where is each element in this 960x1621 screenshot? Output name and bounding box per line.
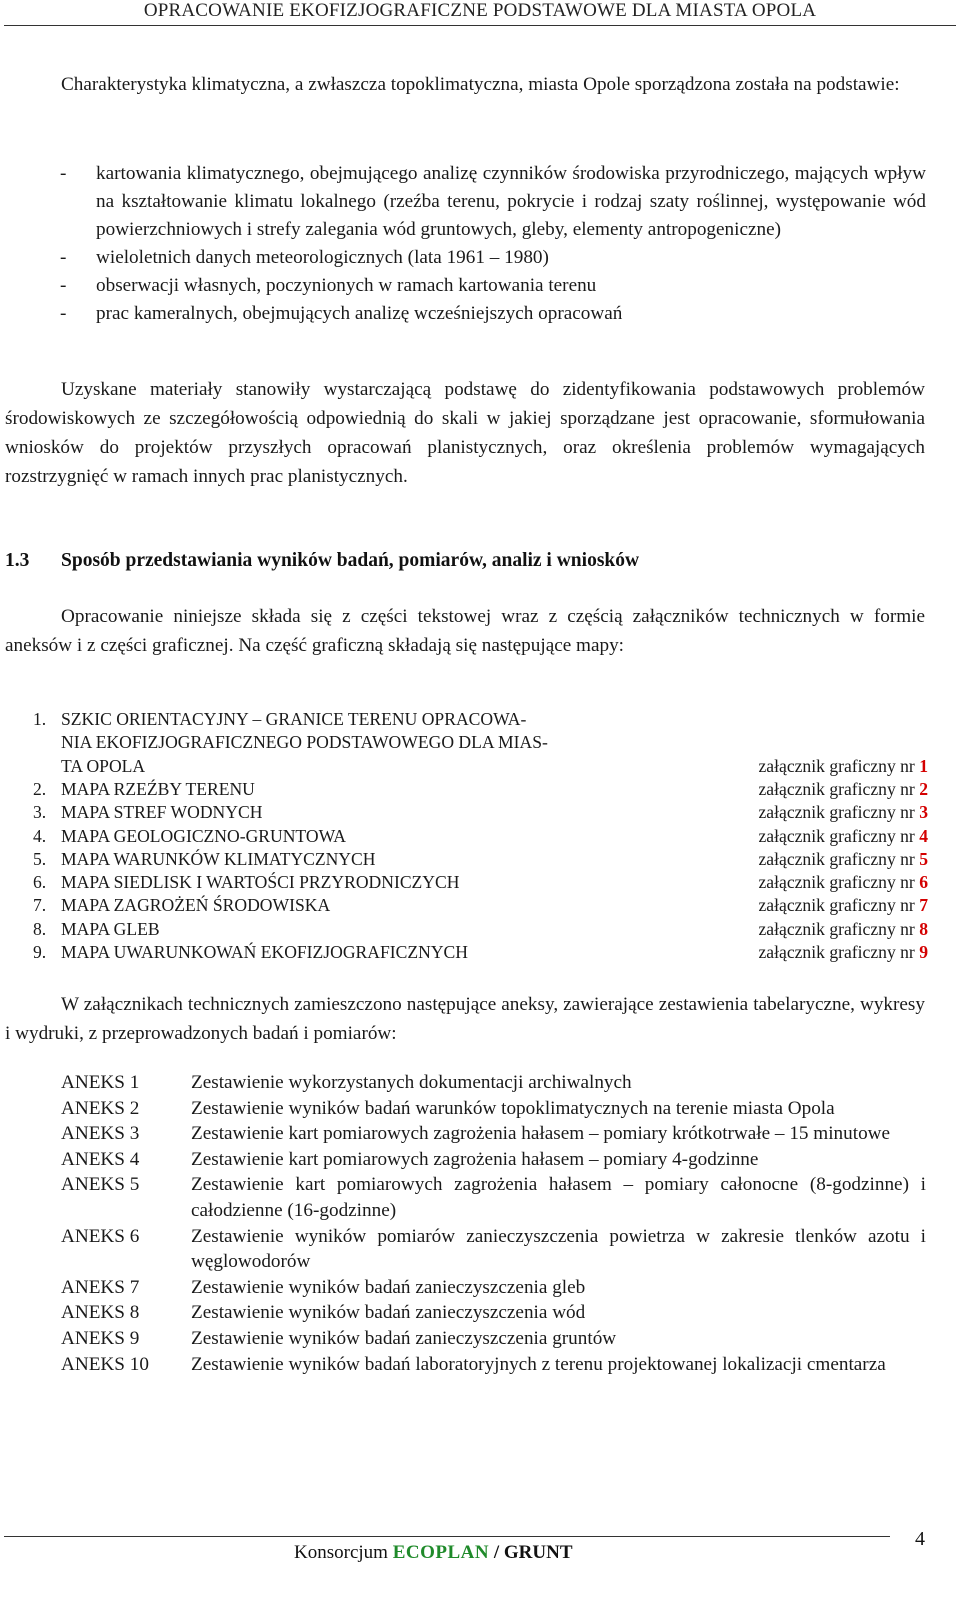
section-number: 1.3 — [5, 550, 30, 571]
annexes-intro-paragraph — [5, 990, 925, 1048]
map-item — [33, 708, 928, 778]
footer-prefix: Konsorcjum — [294, 1542, 388, 1563]
annex-label: ANEKS 2 — [61, 1097, 140, 1119]
map-ref-number: 4 — [919, 825, 928, 846]
map-ref-text: załącznik graficzny nr — [758, 942, 915, 963]
map-ref-number: 2 — [919, 779, 928, 799]
annex-text: Zestawienie wyników badań zanieczyszczenia gleb — [191, 1276, 586, 1298]
annex-item — [61, 1326, 926, 1352]
section-heading — [5, 546, 925, 576]
annex-item — [61, 1070, 926, 1096]
map-number: 7. — [33, 895, 47, 916]
sources-list — [60, 160, 926, 328]
map-title: MAPA ZAGROŻEŃ ŚRODOWISKA — [61, 895, 331, 916]
map-reference — [759, 871, 929, 894]
map-number: 1. — [33, 709, 47, 729]
map-title: MAPA GLEB — [61, 918, 160, 939]
map-number: 3. — [33, 802, 47, 823]
map-title-line: TA OPOLA — [61, 755, 146, 776]
map-reference — [759, 778, 929, 801]
annexes-list — [61, 1070, 926, 1377]
map-title: MAPA WARUNKÓW KLIMATYCZNYCH — [61, 848, 376, 869]
map-ref-number: 8 — [919, 918, 928, 939]
annex-item — [61, 1172, 926, 1223]
annex-text: Zestawienie kart pomiarowych zagrożenia hałasem – pomiary 4-godzinne — [191, 1148, 759, 1170]
map-ref-number: 3 — [919, 802, 928, 823]
map-number: 6. — [33, 872, 47, 893]
map-title — [61, 708, 651, 778]
section-title: Sposób przedstawiania wyników badań, pomiarów, analiz i wniosków — [61, 550, 640, 571]
annex-text: Zestawienie wyników badań zanieczyszczenia wód — [191, 1302, 586, 1324]
annex-item — [61, 1275, 926, 1301]
footer-brand-logo: ECOPLAN — [392, 1542, 490, 1563]
map-title: MAPA STREF WODNYCH — [61, 802, 263, 823]
list-item-text: kartowania klimatycznego, obejmującego analizę czynników środowiska przyrodniczego, mających wpływ na kształtowanie klimatu lokalnego (rzeźba terenu, pokrycie i rodzaj szaty roślinnej, występowanie wód powierzchniowych i strefy zalegania wód gruntowych, gleby, elementy antropogeniczne) — [96, 163, 926, 240]
list-item: - kartowania klimatycznego, obejmującego analizę czynników środowiska przyrodniczego, mających wpływ na kształtowanie klimatu lokalnego (rzeźba terenu, pokrycie i rodzaj szaty roślinnej, występowanie wód powierzchniowych i strefy zalegania wód gruntowych, gleby, elementy antropogeniczne) — [60, 163, 926, 240]
map-ref-text: załącznik graficzny nr — [758, 848, 915, 869]
composition-text: Opracowanie niniejsze składa się z części tekstowej wraz z częścią załączników technicznych w formie aneksów i z części graficznej. Na część graficzną składają się następujące mapy: — [5, 606, 925, 656]
map-item — [33, 894, 928, 917]
annex-label: ANEKS 6 — [61, 1225, 140, 1247]
footer — [294, 1540, 573, 1566]
map-ref-text: załącznik graficzny nr — [758, 802, 915, 823]
annex-label: ANEKS 1 — [61, 1072, 140, 1093]
map-ref-number: 7 — [919, 895, 928, 916]
intro-text: Charakterystyka klimatyczna, a zwłaszcza topoklimatyczna, miasta Opole sporządzona została na podstawie: — [61, 74, 900, 95]
annex-item — [61, 1300, 926, 1326]
list-item-text: prac kameralnych, obejmujących analizę wcześniejszych opracowań — [96, 303, 623, 324]
map-title-line: SZKIC ORIENTACYJNY – GRANICE TERENU OPRACOWA- — [61, 709, 527, 729]
annex-text: Zestawienie kart pomiarowych zagrożenia hałasem – pomiary całonocne (8-godzinne) i całodzienne (16-godzinne) — [191, 1174, 926, 1221]
map-reference — [759, 848, 929, 871]
header-rule — [4, 25, 956, 26]
annex-item — [61, 1147, 926, 1173]
footer-partner: GRUNT — [503, 1542, 573, 1563]
annex-label: ANEKS 4 — [61, 1148, 140, 1170]
annex-label: ANEKS 7 — [61, 1276, 140, 1298]
map-ref-number: 9 — [919, 942, 928, 963]
map-ref-number: 6 — [919, 872, 928, 893]
map-item — [33, 778, 928, 801]
composition-paragraph — [5, 602, 925, 660]
map-number: 2. — [33, 779, 47, 799]
map-ref-text: załącznik graficzny nr — [758, 825, 915, 846]
list-item: - wieloletnich danych meteorologicznych (lata 1961 – 1980) — [60, 247, 549, 268]
annex-text: Zestawienie wyników badań zanieczyszczenia gruntów — [191, 1327, 617, 1349]
map-title-line: NIA EKOFIZJOGRAFICZNEGO PODSTAWOWEGO DLA MIAS- — [61, 732, 548, 753]
map-ref-text: załącznik graficzny nr — [758, 755, 915, 776]
map-reference — [759, 755, 929, 778]
annex-text: Zestawienie wykorzystanych dokumentacji archiwalnych — [191, 1072, 632, 1093]
map-number: 4. — [33, 825, 47, 846]
materials-text: Uzyskane materiały stanowiły wystarczającą podstawę do zidentyfikowania podstawowych problemów środowiskowych ze szczegółowością odpowiednią do skali w jakiej sporządzane jest opracowanie, sformułowania wniosków do projektów przyszłych opracowań planistycznych, oraz określenia problemów wymagających rozstrzygnięć w ramach innych prac planistycznych. — [5, 379, 925, 487]
list-item: - prac kameralnych, obejmujących analizę wcześniejszych opracowań — [60, 303, 623, 324]
map-ref-text: załącznik graficzny nr — [758, 918, 915, 939]
map-number: 8. — [33, 918, 47, 939]
map-title: MAPA GEOLOGICZNO-GRUNTOWA — [61, 825, 346, 846]
annex-label: ANEKS 8 — [61, 1302, 140, 1324]
map-ref-text: załącznik graficzny nr — [758, 895, 915, 916]
annex-label: ANEKS 3 — [61, 1123, 140, 1145]
maps-list — [33, 708, 928, 964]
map-reference — [759, 918, 929, 941]
page-number: 4 — [915, 1528, 925, 1550]
map-number: 5. — [33, 848, 47, 869]
map-item — [33, 871, 928, 894]
list-item-text: wieloletnich danych meteorologicznych (lata 1961 – 1980) — [96, 247, 549, 268]
map-title: MAPA SIEDLISK I WARTOŚCI PRZYRODNICZYCH — [61, 872, 460, 893]
map-title: MAPA UWARUNKOWAŃ EKOFIZJOGRAFICZNYCH — [61, 942, 468, 963]
annex-text: Zestawienie kart pomiarowych zagrożenia hałasem – pomiary krótkotrwałe – 15 minutowe — [191, 1123, 891, 1145]
map-item — [33, 848, 928, 871]
annexes-intro-text: W załącznikach technicznych zamieszczono następujące aneksy, zawierające zestawienia tabelaryczne, wykresy i wydruki, z przeprowadzonych badań i pomiarów: — [5, 994, 925, 1044]
map-ref-number: 5 — [919, 848, 928, 869]
map-number: 9. — [33, 942, 47, 963]
footer-rule — [4, 1536, 890, 1537]
map-title: MAPA RZEŹBY TERENU — [61, 779, 255, 799]
list-item-text: obserwacji własnych, poczynionych w ramach kartowania terenu — [96, 275, 597, 296]
map-reference — [759, 801, 929, 824]
annex-text: Zestawienie wyników badań laboratoryjnych z terenu projektowanej lokalizacji cmentarza — [191, 1353, 886, 1375]
map-item — [33, 918, 928, 941]
map-ref-text: załącznik graficzny nr — [758, 779, 915, 799]
footer-separator: / — [493, 1542, 500, 1563]
annex-item — [61, 1224, 926, 1275]
map-ref-number: 1 — [919, 755, 928, 776]
map-reference — [759, 941, 929, 964]
running-header: OPRACOWANIE EKOFIZJOGRAFICZNE PODSTAWOWE DLA MIASTA OPOLA — [143, 0, 817, 21]
annex-item — [61, 1352, 926, 1378]
annex-text: Zestawienie wyników badań warunków topoklimatycznych na terenie miasta Opola — [191, 1097, 835, 1119]
annex-label: ANEKS 5 — [61, 1174, 140, 1196]
annex-text: Zestawienie wyników pomiarów zanieczyszczenia powietrza w zakresie tlenków azotu i węglowodorów — [191, 1225, 926, 1273]
intro-paragraph — [5, 70, 925, 99]
annex-item — [61, 1096, 926, 1122]
annex-item — [61, 1121, 926, 1147]
materials-paragraph — [5, 375, 925, 491]
map-item — [33, 941, 928, 964]
map-reference — [759, 825, 929, 848]
map-ref-text: załącznik graficzny nr — [758, 872, 915, 893]
annex-label: ANEKS 9 — [61, 1327, 140, 1349]
map-reference — [759, 894, 929, 917]
list-item: - obserwacji własnych, poczynionych w ramach kartowania terenu — [60, 275, 597, 296]
annex-label: ANEKS 10 — [61, 1353, 149, 1375]
map-item — [33, 825, 928, 848]
map-item — [33, 801, 928, 824]
